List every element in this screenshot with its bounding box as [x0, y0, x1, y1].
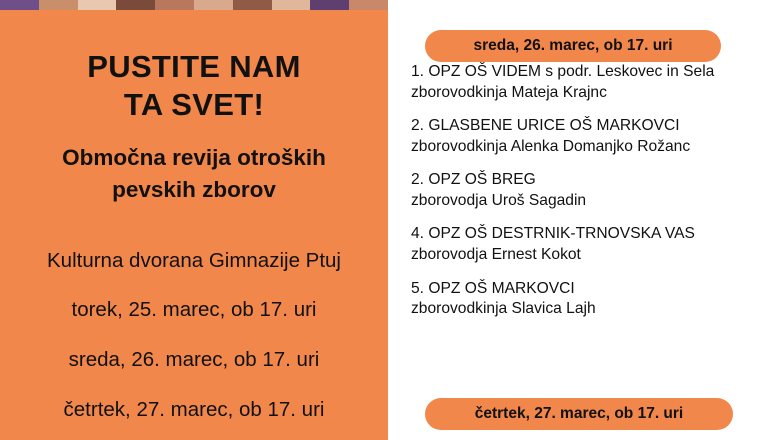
photo-strip-decoration — [0, 0, 388, 10]
photo-strip-segment — [116, 0, 155, 10]
photo-strip-segment — [39, 0, 78, 10]
photo-strip-segment — [233, 0, 272, 10]
list-item — [411, 116, 763, 157]
poster-subtitle-line-1: Območna revija otroških — [62, 144, 326, 170]
choir-conductor: zborovodja Ernest Kokot — [411, 246, 581, 264]
event-date-2: sreda, 26. marec, ob 17. uri — [68, 347, 320, 371]
choir-conductor: zborovodkinja Slavica Lajh — [411, 300, 596, 318]
choir-name: 4. OPZ OŠ DESTRNIK-TRNOVSKA VAS — [411, 225, 695, 243]
photo-strip-segment — [349, 0, 388, 10]
choir-name: 1. OPZ OŠ VIDEM s podr. Leskovec in Sela — [411, 63, 715, 80]
list-item — [411, 62, 763, 103]
choir-name: 2. GLASBENE URICE OŠ MARKOVCI — [411, 117, 680, 135]
choir-name: 2. OPZ OŠ BREG — [411, 171, 536, 189]
photo-strip-segment — [78, 0, 117, 10]
choir-conductor: zborovodkinja Alenka Domanjko Rožanc — [411, 137, 691, 155]
venue-text: Kulturna dvorana Gimnazije Ptuj — [47, 248, 341, 272]
choir-list — [411, 62, 763, 333]
list-item — [411, 170, 763, 211]
list-item — [411, 224, 763, 265]
photo-strip-segment — [155, 0, 194, 10]
left-panel-content — [0, 10, 388, 440]
list-item — [411, 279, 763, 320]
photo-strip-segment — [194, 0, 233, 10]
event-date-3: četrtek, 27. marec, ob 17. uri — [63, 397, 325, 421]
poster-title-line-2: TA SVET! — [123, 86, 265, 122]
photo-strip-segment — [272, 0, 311, 10]
poster-subtitle-line-2: pevskih zborov — [112, 176, 276, 202]
photo-strip-segment — [0, 0, 39, 10]
program-footer-pill: četrtek, 27. marec, ob 17. uri — [425, 398, 733, 430]
choir-conductor: zborovodkinja Mateja Krajnc — [411, 83, 607, 101]
photo-strip-segment — [310, 0, 349, 10]
choir-conductor: zborovodja Uroš Sagadin — [411, 191, 587, 209]
poster-title-line-1: PUSTITE NAM — [87, 49, 301, 84]
program-header-pill: sreda, 26. marec, ob 17. uri — [425, 30, 721, 62]
choir-name: 5. OPZ OŠ MARKOVCI — [411, 279, 575, 297]
event-date-1: torek, 25. marec, ob 17. uri — [71, 298, 317, 322]
right-program-panel — [388, 0, 768, 440]
